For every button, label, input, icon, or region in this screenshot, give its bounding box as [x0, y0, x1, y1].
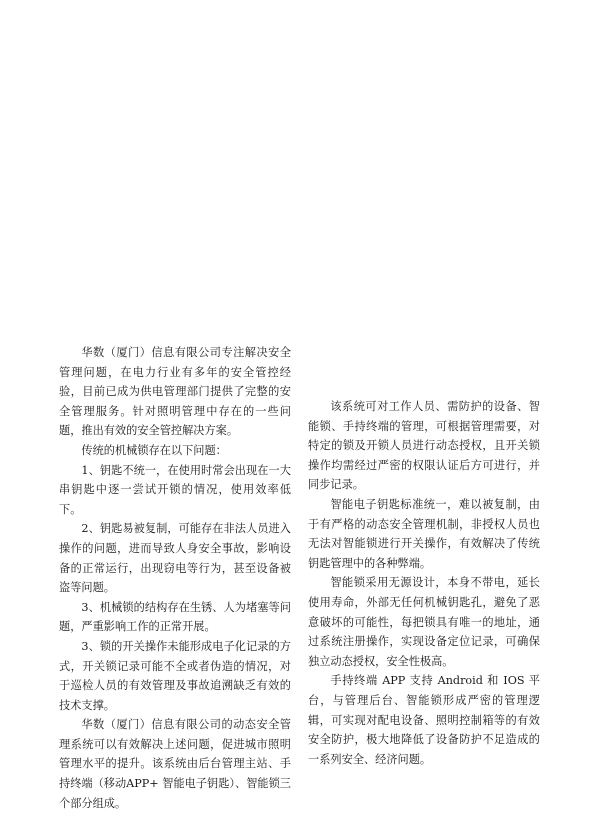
- paragraph-problems-heading: 传统的机械锁存在以下问题：: [81, 443, 227, 457]
- paragraph-solution: 华数（厦门）信息有限公司的动态安全管理系统可以有效解决上述问题，促进城市照明管理水平的提升。该系统由后台管理主站、手持终端（移动APP+ 智能电子钥匙）、智能锁三个部分组成。: [59, 718, 291, 810]
- right-column: [308, 397, 540, 769]
- paragraph-problem-1: 1、钥匙不统一，在使用时常会出现在一大串钥匙中逐一尝试开锁的情况，使用效率低下。: [59, 463, 291, 516]
- paragraph-problem-2: 2、钥匙易被复制，可能存在非法人员进入操作的问题，进而导致人身安全事故，影响设备的正常运行，出现窃电等行为，甚至设备被盗等问题。: [59, 522, 291, 595]
- paragraph-intro: 华数（厦门）信息有限公司专注解决安全管理问题，在电力行业有多年的安全管控经验，目前已成为供电管理部门提供了完整的安全管理服务。针对照明管理中存在的一些问题，推出有效的安全管控解决方案。: [59, 346, 291, 438]
- paragraph-problem-3: 3、机械锁的结构存在生锈、人为堵塞等问题，严重影响工作的正常开展。: [59, 600, 291, 634]
- paragraph-mobile-app: 手持终端 APP 支持 Android 和 IOS 平台，与管理后台、智能锁形成严密的管理逻辑，可实现对配电设备、照明控制箱等的有效安全防护，极大地降低了设备防护不足造成的一系列安全、经济问题。: [308, 674, 540, 766]
- left-column: [59, 343, 291, 813]
- paragraph-system-management: 该系统可对工作人员、需防护的设备、智能锁、手持终端的管理，可根据管理需要，对特定的锁及开锁人员进行动态授权，且开关锁操作均需经过严密的权限认证后方可进行，并同步记录。: [308, 400, 540, 492]
- paragraph-problem-4: 3、锁的开关操作未能形成电子化记录的方式，开关锁记录可能不全或者伪造的情况，对于巡检人员的有效管理及事故追溯缺乏有效的技术支撑。: [59, 639, 291, 712]
- paragraph-smart-key: 智能电子钥匙标准统一，难以被复制，由于有严格的动态安全管理机制，非授权人员也无法对智能锁进行开关操作，有效解决了传统钥匙管理中的各种弊端。: [308, 497, 540, 570]
- paragraph-smart-lock: 智能锁采用无源设计，本身不带电，延长使用寿命，外部无任何机械钥匙孔，避免了恶意破坏的可能性，每把锁具有唯一的地址，通过系统注册操作，实现设备定位记录，可确保独立动态授权，安全性极高。: [308, 576, 540, 668]
